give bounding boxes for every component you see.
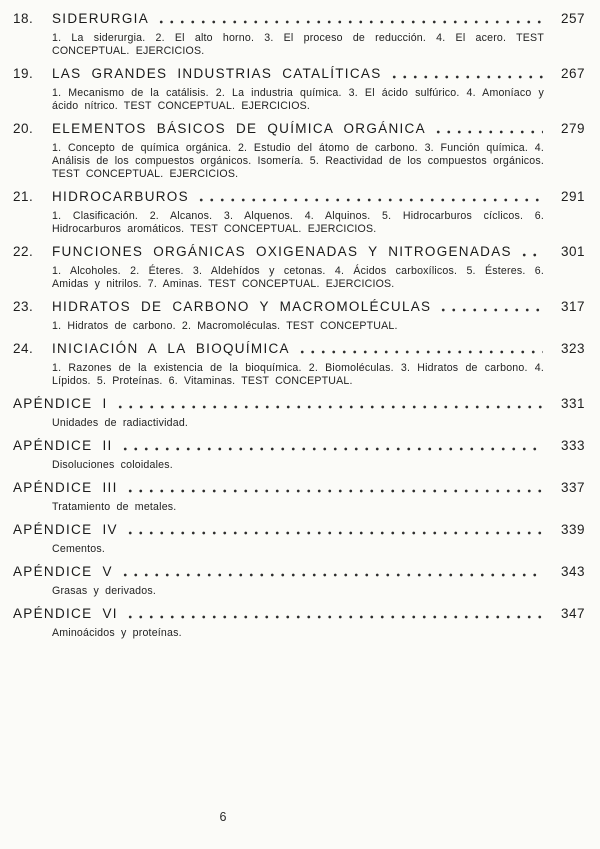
toc-entry (13, 479, 585, 514)
chapter-number: 18. (13, 11, 34, 26)
toc-entry-heading (13, 395, 585, 412)
toc-entry-heading (13, 521, 585, 538)
entry-page-number: 317 (560, 299, 585, 314)
entry-page-number: 301 (560, 244, 585, 259)
toc-entry-heading (13, 10, 585, 27)
dot-leader (196, 196, 543, 202)
toc-entry (13, 340, 585, 388)
toc-entry (13, 605, 585, 640)
chapter-number: 19. (13, 66, 34, 81)
entry-description: 1. Clasificación. 2. Alcanos. 3. Alquenos. 4. Alquinos. 5. Hidrocarburos cíclicos. 6. Hidrocarburos aromáticos. TEST CONCEPTUAL. EJERCICIOS. (52, 210, 544, 235)
toc-entry (13, 243, 585, 291)
toc-entry-heading (13, 563, 585, 580)
entry-page-number: 339 (560, 522, 585, 537)
toc-entry-heading (13, 188, 585, 205)
entry-title: APÉNDICE IV (13, 522, 118, 537)
entry-description: 1. Alcoholes. 2. Éteres. 3. Aldehídos y cetonas. 4. Ácidos carboxílicos. 5. Ésteres. 6. Amidas y nitrilos. 7. Aminas. TEST CONCEPTUAL. EJERCICIOS. (52, 265, 544, 290)
toc-entry-heading (13, 243, 585, 260)
toc-entry (13, 65, 585, 113)
entry-page-number: 343 (560, 564, 585, 579)
dot-leader (120, 445, 543, 451)
toc-entry-heading (13, 120, 585, 137)
toc-entry (13, 437, 585, 472)
entry-description: 1. Mecanismo de la catálisis. 2. La industria química. 3. El ácido sulfúrico. 4. Amoníaco y ácido nítrico. TEST CONCEPTUAL. EJERCICIOS. (52, 87, 544, 112)
dot-leader (297, 348, 543, 354)
entry-page-number: 347 (560, 606, 585, 621)
entry-page-number: 291 (560, 189, 585, 204)
entry-title: INICIACIÓN A LA BIOQUÍMICA (52, 341, 290, 356)
dot-leader (389, 73, 543, 79)
entry-title: SIDERURGIA (52, 11, 150, 26)
entry-page-number: 257 (560, 11, 585, 26)
chapter-number: 22. (13, 244, 34, 259)
toc-entry (13, 395, 585, 430)
toc-entry (13, 298, 585, 333)
toc-entry-heading (13, 605, 585, 622)
entry-title: APÉNDICE III (13, 480, 118, 495)
toc-entry-heading (13, 437, 585, 454)
toc-entry (13, 521, 585, 556)
entry-page-number: 331 (560, 396, 585, 411)
entry-title: LAS GRANDES INDUSTRIAS CATALÍTICAS (52, 66, 382, 81)
toc-entry (13, 188, 585, 236)
toc-entry-heading (13, 340, 585, 357)
entry-description: Aminoácidos y proteínas. (52, 627, 182, 639)
entry-title: APÉNDICE V (13, 564, 113, 579)
entry-title: HIDROCARBUROS (52, 189, 189, 204)
entry-description: 1. Concepto de química orgánica. 2. Estudio del átomo de carbono. 3. Función química. 4. Análisis de los compuestos orgánicos. Isomería. 5. Reactividad de los compuestos orgánicos. TEST CONCEPTUAL. EJERCICIOS. (52, 142, 544, 180)
entry-description: 1. La siderurgia. 2. El alto horno. 3. El proceso de reducción. 4. El acero. TEST CONCEPTUAL. EJERCICIOS. (52, 32, 544, 57)
entry-description: Cementos. (52, 543, 106, 555)
entry-description: 1. Hidratos de carbono. 2. Macromoléculas. TEST CONCEPTUAL. (52, 320, 398, 332)
entry-page-number: 333 (560, 438, 585, 453)
entry-description: Disoluciones coloidales. (52, 459, 173, 471)
entry-page-number: 323 (560, 341, 585, 356)
toc-entry (13, 563, 585, 598)
dot-leader (433, 128, 543, 134)
dot-leader (120, 571, 543, 577)
toc-entry (13, 10, 585, 58)
entry-title: APÉNDICE VI (13, 606, 118, 621)
entry-page-number: 337 (560, 480, 585, 495)
dot-leader (519, 251, 543, 257)
entry-description: 1. Razones de la existencia de la bioquímica. 2. Biomoléculas. 3. Hidratos de carbono. 4. Lípidos. 5. Proteínas. 6. Vitaminas. TEST CONCEPTUAL. (52, 362, 544, 387)
entry-title: APÉNDICE I (13, 396, 108, 411)
entry-title: APÉNDICE II (13, 438, 113, 453)
entry-page-number: 267 (560, 66, 585, 81)
chapter-number: 20. (13, 121, 34, 136)
dot-leader (115, 403, 543, 409)
dot-leader (156, 18, 543, 24)
dot-leader (125, 487, 543, 493)
toc-entry-heading (13, 298, 585, 315)
entry-description: Unidades de radiactividad. (52, 417, 189, 429)
dot-leader (125, 529, 543, 535)
entry-title: FUNCIONES ORGÁNICAS OXIGENADAS Y NITROGENADAS (52, 244, 512, 259)
toc-list (13, 10, 585, 647)
dot-leader (125, 613, 543, 619)
toc-entry (13, 120, 585, 181)
entry-page-number: 279 (560, 121, 585, 136)
entry-description: Grasas y derivados. (52, 585, 157, 597)
toc-entry-heading (13, 479, 585, 496)
chapter-number: 23. (13, 299, 34, 314)
chapter-number: 24. (13, 341, 34, 356)
entry-title: ELEMENTOS BÁSICOS DE QUÍMICA ORGÁNICA (52, 121, 426, 136)
entry-title: HIDRATOS DE CARBONO Y MACROMOLÉCULAS (52, 299, 432, 314)
chapter-number: 21. (13, 189, 34, 204)
entry-description: Tratamiento de metales. (52, 501, 177, 513)
toc-entry-heading (13, 65, 585, 82)
page-number: 6 (219, 810, 227, 824)
dot-leader (438, 306, 543, 312)
